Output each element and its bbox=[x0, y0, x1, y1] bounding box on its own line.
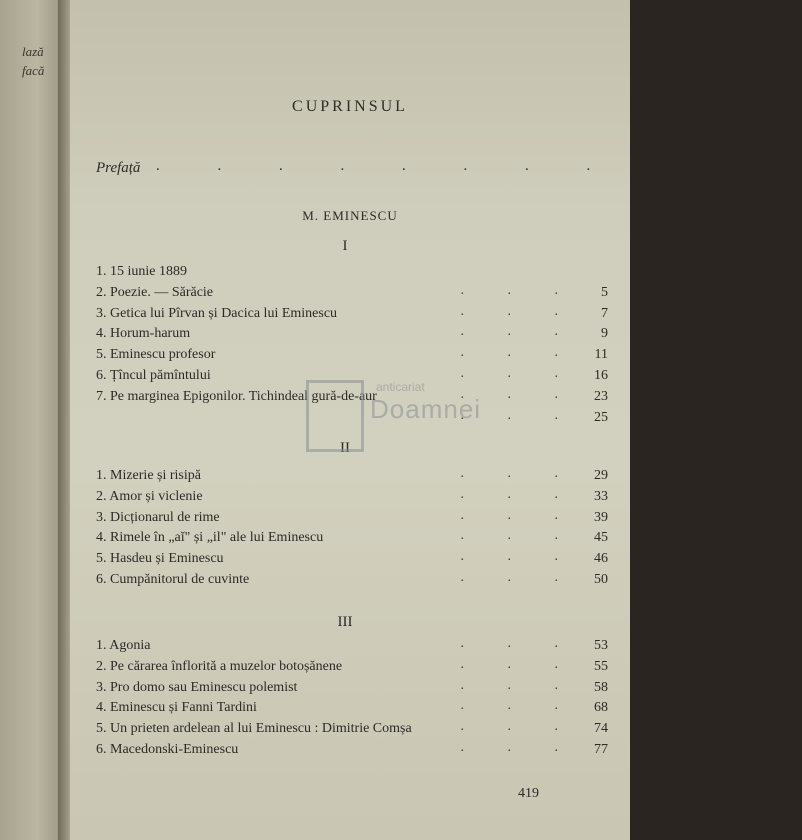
toc-entry-title: 5. Un prieten ardelean al lui Eminescu : Dimitrie Comșa bbox=[96, 721, 412, 737]
toc-page bbox=[70, 0, 802, 840]
toc-entry bbox=[96, 345, 608, 366]
toc-entry-title: 3. Getica lui Pîrvan și Dacica lui Eminescu bbox=[96, 305, 338, 321]
toc-entry-page: 29 bbox=[594, 468, 608, 483]
toc-entry-title: 1. Mizerie și risipă bbox=[96, 468, 201, 483]
toc-leader-dots: . . . bbox=[460, 365, 578, 381]
toc-entry bbox=[96, 528, 608, 549]
toc-entry-page: 74 bbox=[594, 721, 608, 737]
toc-leader-dots: . . . bbox=[460, 466, 578, 481]
toc-entry-page: 58 bbox=[594, 679, 608, 695]
toc-entry-title: 4. Eminescu și Fanni Tardini bbox=[96, 700, 257, 716]
left-page bbox=[0, 0, 62, 840]
toc-leader-dots: . . . bbox=[460, 486, 578, 502]
toc-entry-page: 45 bbox=[594, 530, 608, 546]
toc-leader-dots: . . . bbox=[460, 698, 578, 714]
toc-entry bbox=[96, 570, 608, 591]
author-heading: M. EMINESCU bbox=[302, 208, 398, 223]
toc-entry bbox=[96, 466, 608, 487]
toc-entry-page: 11 bbox=[594, 347, 608, 363]
toc-leader-dots: . . . bbox=[460, 549, 578, 565]
toc-section-iii bbox=[96, 636, 608, 761]
toc-entry-title: 6. Cumpănitorul de cuvinte bbox=[96, 571, 250, 587]
toc-entry bbox=[96, 262, 608, 283]
preface-dots: . . . . . . . . . . . bbox=[156, 158, 802, 174]
watermark-subtitle: anticariat bbox=[376, 380, 425, 394]
preface-label: Prefață bbox=[96, 160, 141, 176]
toc-entry-page: 68 bbox=[594, 700, 608, 716]
toc-entry-title: 4. Horum-harum bbox=[96, 326, 191, 342]
toc-entry bbox=[96, 698, 608, 719]
toc-leader-dots: . . . bbox=[460, 528, 578, 544]
toc-entry-page: 77 bbox=[594, 741, 608, 757]
toc-entry bbox=[96, 740, 608, 761]
toc-entry-page: 7 bbox=[601, 305, 608, 321]
toc-entry bbox=[96, 657, 608, 678]
toc-entry-title: 6. Macedonski-Eminescu bbox=[96, 741, 239, 757]
page-title: CUPRINSUL bbox=[292, 98, 408, 115]
toc-entry-title: 1. 15 iunie 1889 bbox=[96, 264, 187, 279]
watermark-text: Doamnei bbox=[370, 394, 482, 424]
toc-entry bbox=[96, 283, 608, 304]
watermark-logo bbox=[306, 380, 364, 452]
toc-entry-title: 7. Pe marginea Epigonilor. Tichindeal gură-de-aur bbox=[96, 388, 377, 404]
toc-entry bbox=[96, 549, 608, 570]
toc-leader-dots: . . . bbox=[460, 507, 578, 523]
toc-entry-title: 5. Hasdeu și Eminescu bbox=[96, 551, 224, 567]
toc-entry-title: 3. Dicționarul de rime bbox=[96, 509, 220, 525]
toc-entry-page: 46 bbox=[594, 551, 608, 567]
page-number: 419 bbox=[518, 786, 539, 801]
watermark bbox=[306, 380, 506, 460]
toc-entry bbox=[96, 508, 608, 529]
toc-entry-page: 5 bbox=[601, 284, 608, 300]
toc-leader-dots: . . . bbox=[460, 303, 578, 319]
toc-entry bbox=[96, 678, 608, 699]
toc-entry bbox=[96, 304, 608, 325]
toc-leader-dots: . . . bbox=[460, 324, 578, 340]
toc-section-ii bbox=[96, 466, 608, 591]
toc-entry bbox=[96, 487, 608, 508]
toc-entry-title: 3. Pro domo sau Eminescu polemist bbox=[96, 679, 298, 695]
toc-entry-title: 2. Poezie. — Sărăcie bbox=[96, 284, 214, 300]
toc-entry-title: 1. Agonia bbox=[96, 638, 151, 653]
toc-entry-page: 53 bbox=[594, 638, 608, 653]
toc-entry-title: 5. Eminescu profesor bbox=[96, 347, 216, 363]
toc-entry-page: 50 bbox=[594, 571, 608, 587]
toc-entry-page: 55 bbox=[594, 658, 608, 674]
preface-entry bbox=[96, 158, 802, 180]
toc-entry-page: 23 bbox=[594, 388, 608, 404]
toc-entry-page: 16 bbox=[594, 367, 608, 383]
toc-leader-dots: . . . bbox=[460, 739, 578, 755]
toc-leader-dots: . . . bbox=[460, 656, 578, 672]
toc-leader-dots: . . . bbox=[460, 677, 578, 693]
toc-leader-dots: . . . bbox=[460, 569, 578, 585]
toc-entry bbox=[96, 324, 608, 345]
section-numeral-i: I bbox=[342, 238, 348, 254]
toc-entry bbox=[96, 636, 608, 657]
left-page-line: lază bbox=[22, 44, 44, 59]
toc-entry-page: 33 bbox=[594, 488, 608, 504]
toc-leader-dots: . . . bbox=[460, 719, 578, 735]
toc-entry-title: 2. Pe cărarea înflorită a muzelor botoșănene bbox=[96, 658, 343, 674]
toc-entry-title: 4. Rimele în „aĭ" și „il" ale lui Eminescu bbox=[96, 530, 324, 546]
toc-leader-dots: . . . bbox=[460, 386, 578, 402]
toc-leader-dots: . . . bbox=[460, 345, 578, 361]
toc-entry-page: 39 bbox=[594, 509, 608, 525]
toc-entry-page: 9 bbox=[601, 326, 608, 342]
section-numeral-iii: III bbox=[337, 614, 353, 630]
toc-leader-dots: . . . bbox=[460, 636, 578, 651]
left-page-text bbox=[22, 42, 44, 80]
toc-entry-title: 2. Amor și viclenie bbox=[96, 488, 203, 504]
toc-leader-dots: . . . bbox=[460, 282, 578, 298]
toc-entry-title: 6. Țîncul pămîntului bbox=[96, 367, 211, 383]
toc-entry bbox=[96, 719, 608, 740]
left-page-line: facă bbox=[22, 63, 45, 78]
toc-entry-page: 25 bbox=[594, 409, 608, 425]
toc-leader-dots: . . . bbox=[460, 407, 578, 423]
section-numeral-ii: II bbox=[340, 440, 350, 456]
